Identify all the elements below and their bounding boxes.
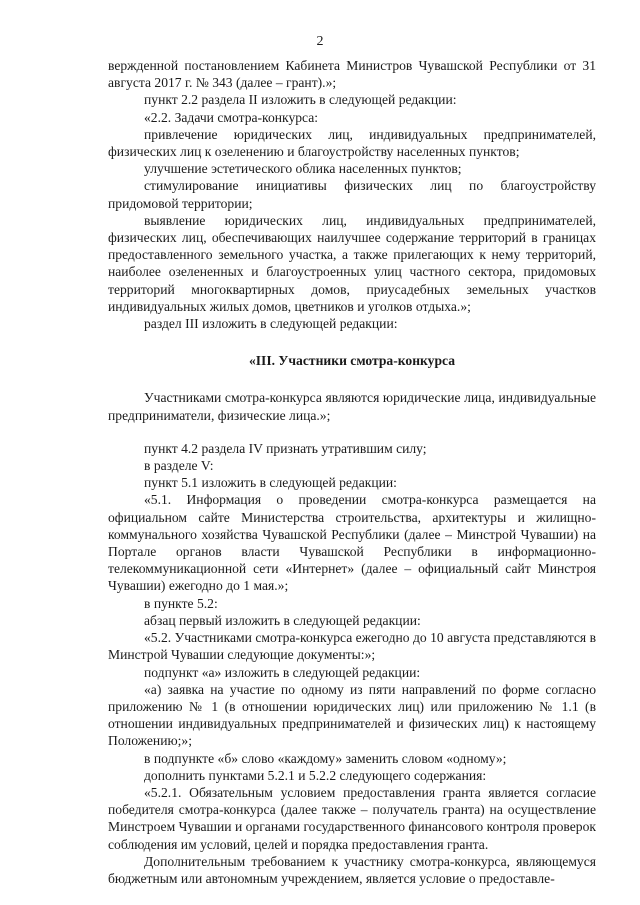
spacer [108, 369, 596, 389]
paragraph-continuation: вержденной постановлением Кабинета Министров Чувашской Республики от 31 августа 2017 г. № 343 (далее – грант).»; [108, 58, 596, 91]
paragraph-amend-5-1: пункт 5.1 изложить в следующей редакции: [144, 475, 397, 491]
spacer [108, 332, 596, 352]
paragraph-task-improve: улучшение эстетического облика населенных пунктов; [144, 161, 462, 177]
document-body [108, 57, 596, 887]
section-heading: «III. Участники смотра-конкурса [248, 353, 456, 369]
paragraph-tasks-heading: «2.2. Задачи смотра-конкурса: [144, 109, 319, 125]
paragraph-section-5: в разделе V: [144, 458, 214, 474]
spacer [108, 424, 596, 440]
paragraph-5-2-text: «5.2. Участниками смотра-конкурса ежегодно до 10 августа представляются в Минстрой Чувашии следующие документы:»; [108, 630, 596, 663]
paragraph-5-1-text: «5.1. Информация о проведении смотра-конкурса размещается на официальном сайте Министерства строительства, архитектуры и жилищно-коммунального хозяйства Чувашской Республики (далее – Минстрой Чувашии) на Портале органов власти Чувашской Республики в информационно-телекоммуникационной сети «Интернет» (далее – официальный сайт Минстроя Чувашии) ежегодно до 1 мая.»; [108, 492, 596, 594]
paragraph-task-stimulate: стимулирование инициативы физических лиц по благоустройству придомовой территории; [108, 178, 596, 211]
paragraph-task-attract: привлечение юридических лиц, индивидуальных предпринимателей, физических лиц к озеленению и благоустройству населенных пунктов; [108, 126, 596, 160]
paragraph-first-abzac: абзац первый изложить в следующей редакции: [144, 612, 421, 628]
paragraph-amend-2-2: пункт 2.2 раздела II изложить в следующей редакции: [144, 92, 457, 108]
paragraph-task-identify: выявление юридических лиц, индивидуальных предпринимателей, физических лиц, обеспечивающих наилучшее содержание территорий в границах предоставленного земельного участка, а также прилегающих к нему территорий, наиболее озелененных и благоустроенных улиц частного сектора, придомовых территорий многоквартирных домов, приусадебных земельных участков индивидуальных жилых домов, цветников и уголков отдыха.»; [108, 212, 596, 314]
paragraph-participants: Участниками смотра-конкурса являются юридические лица, индивидуальные предприниматели, физические лица.»; [108, 390, 596, 423]
paragraph-subitem-b: в подпункте «б» слово «каждому» заменить словом «одному»; [144, 750, 507, 766]
paragraph-5-2-1-text: «5.2.1. Обязательным условием предоставления гранта является согласие победителя смотра-конкурса (далее также – получатель гранта) на осуществление Минстроем Чувашии и органами государственного финансового контроля проверок соблюдения им условий, целей и порядка предоставления гранта. [108, 784, 596, 852]
paragraph-4-2-void: пункт 4.2 раздела IV признать утратившим силу; [144, 440, 427, 456]
paragraph-in-5-2: в пункте 5.2: [144, 595, 218, 611]
paragraph-additional-requirement: Дополнительным требованием к участнику смотра-конкурса, являющемуся бюджетным или автономным учреждением, является условие о предоставле- [108, 853, 596, 886]
paragraph-subitem-a-text: «а) заявка на участие по одному из пяти направлений по форме согласно приложению № 1 (в отношении юридических лиц) или приложению № 1.1 (в отношении индивидуальных предпринимателей и физических лиц) к настоящему Положению;»; [108, 681, 596, 749]
paragraph-amend-section-3: раздел III изложить в следующей редакции: [144, 316, 398, 332]
paragraph-add-items: дополнить пунктами 5.2.1 и 5.2.2 следующего содержания: [144, 767, 487, 783]
page-number: 2 [316, 34, 324, 49]
paragraph-subitem-a: подпункт «а» изложить в следующей редакции: [144, 664, 421, 680]
